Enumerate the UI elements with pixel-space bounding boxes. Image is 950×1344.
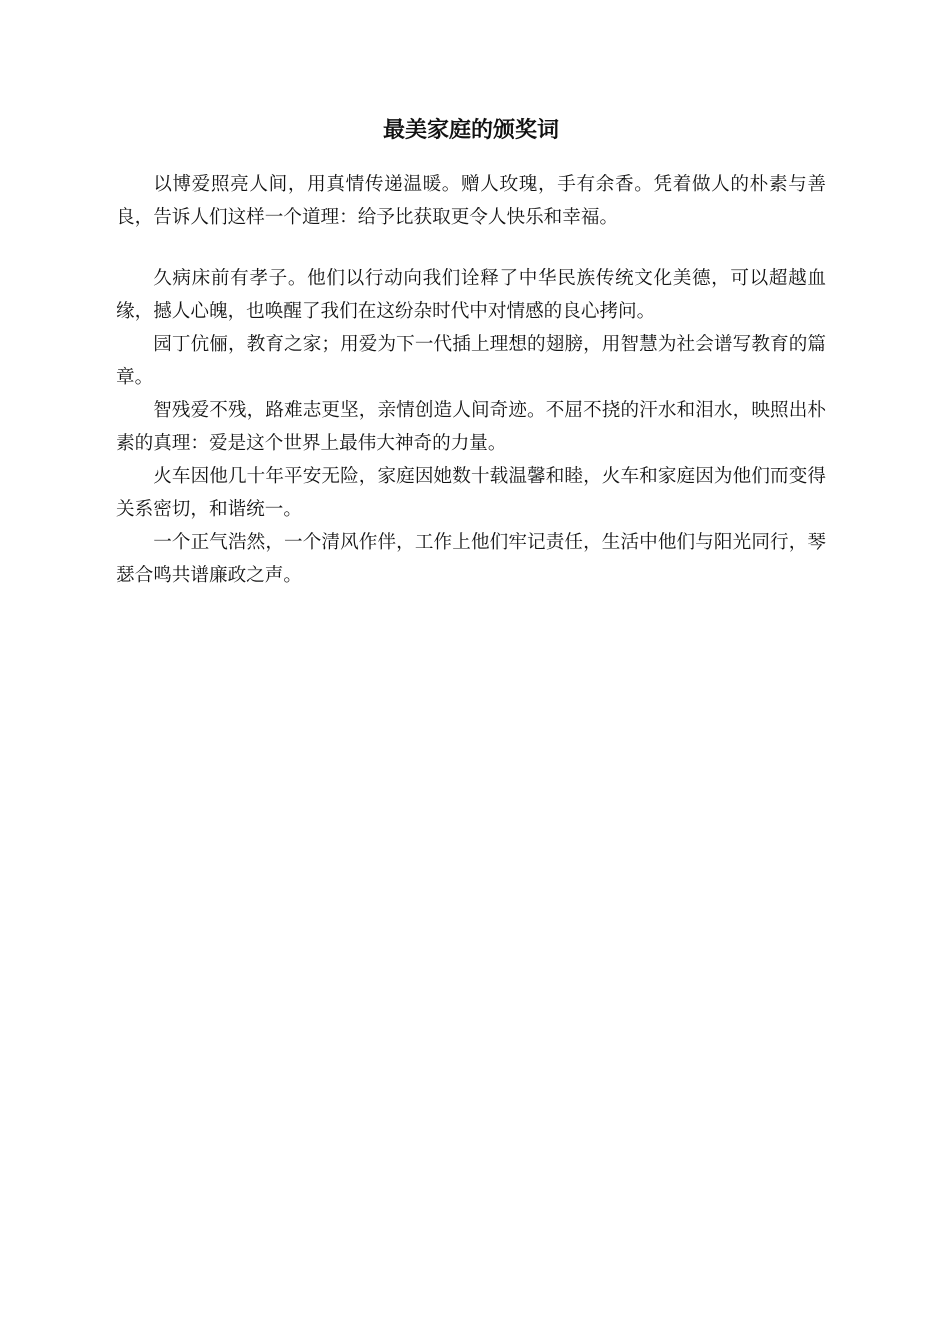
paragraph-5: 火车因他几十年平安无险，家庭因她数十载温馨和睦，火车和家庭因为他们而变得关系密切，和谐统一。 — [116, 466, 826, 520]
paragraph-2: 久病床前有孝子。他们以行动向我们诠释了中华民族传统文化美德，可以超越血缘，撼人心魄，也唤醒了我们在这纷杂时代中对情感的良心拷问。 — [116, 268, 826, 322]
paragraph-4: 智残爱不残，路难志更坚，亲情创造人间奇迹。不屈不挠的汗水和泪水，映照出朴素的真理：爱是这个世界上最伟大神奇的力量。 — [116, 400, 826, 454]
document-title: 最美家庭的颁奖词 — [382, 118, 559, 143]
paragraph-1: 以博爱照亮人间，用真情传递温暖。赠人玫瑰，手有余香。凭着做人的朴素与善良，告诉人们这样一个道理：给予比获取更令人快乐和幸福。 — [116, 174, 826, 228]
document-body — [116, 112, 826, 592]
paragraph-3: 园丁伉俪，教育之家；用爱为下一代插上理想的翅膀，用智慧为社会谱写教育的篇章。 — [116, 334, 826, 388]
paragraph-6: 一个正气浩然，一个清风作伴，工作上他们牢记责任，生活中他们与阳光同行，琴瑟合鸣共谱廉政之声。 — [116, 532, 826, 586]
